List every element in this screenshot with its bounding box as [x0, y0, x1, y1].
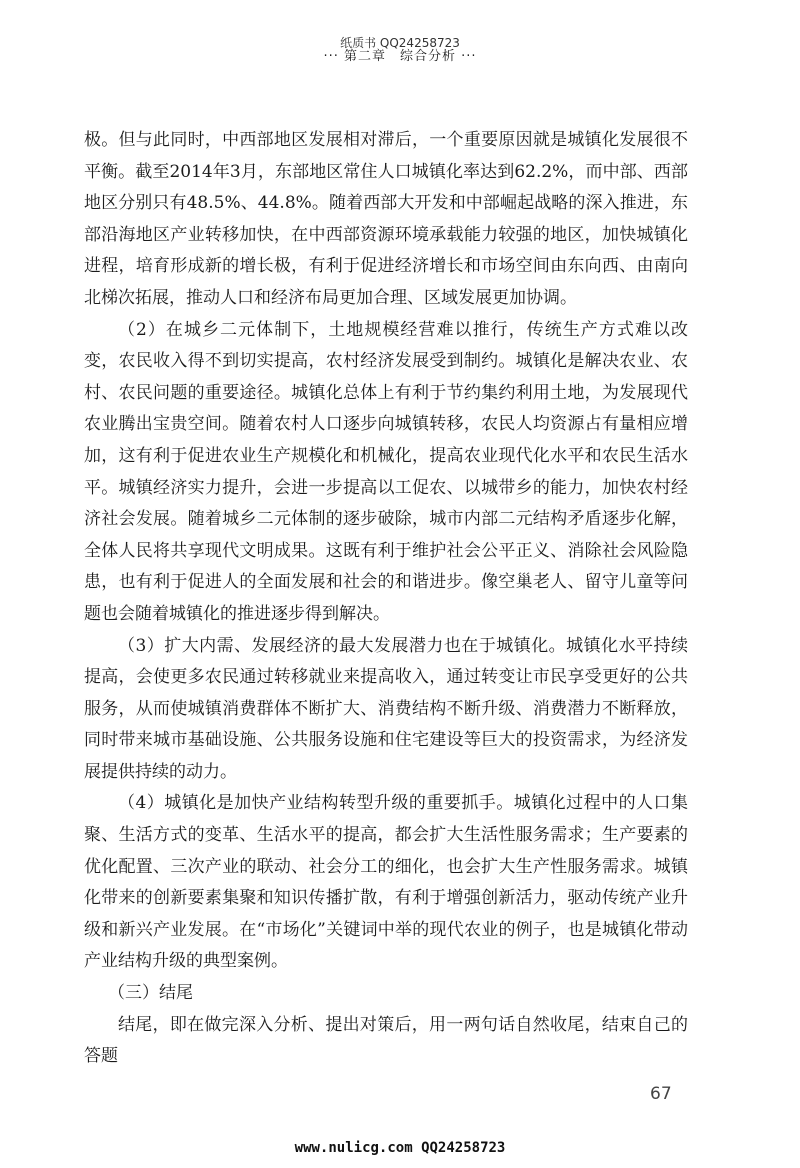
- page-number: 67: [650, 1084, 672, 1104]
- page-body: [84, 125, 688, 1073]
- paragraph-point-3: （3）扩大内需、发展经济的最大发展潜力也在于城镇化。城镇化水平持续提高，会使更多农民通过转移就业来提高收入，通过转变让市民享受更好的公共服务，从而使城镇消费群体不断扩大、消费结构不断升级、消费潜力不断释放，同时带来城市基础设施、公共服务设施和住宅建设等巨大的投资需求，为经济发展提供持续的动力。: [84, 635, 688, 782]
- watermark-text: 纸质书 QQ24258723: [340, 36, 460, 50]
- paragraph-continuation: 极。但与此同时，中西部地区发展相对滞后，一个重要原因就是城镇化发展很不平衡。截至2014年3月，东部地区常住人口城镇化率达到62.2%，而中部、西部地区分别只有48.5%、44.8%。随着西部大开发和中部崛起战略的深入推进，东部沿海地区产业转移加快，在中西部资源环境承载能力较强的地区，加快城镇化进程，培育形成新的增长极，有利于促进经济增长和市场空间由东向西、由南向北梯次拓展，推动人口和经济布局更加合理、区域发展更加协调。: [84, 130, 688, 308]
- page-header: [0, 36, 800, 64]
- paragraph-point-4: （4）城镇化是加快产业结构转型升级的重要抓手。城镇化过程中的人口集聚、生活方式的变革、生活水平的提高，都会扩大生活性服务需求；生产要素的优化配置、三次产业的联动、社会分工的细化，也会扩大生产性服务需求。城镇化带来的创新要素集聚和知识传播扩散，有利于增强创新活力，驱动传统产业升级和新兴产业发展。在“市场化”关键词中举的现代农业的例子，也是城镇化带动产业结构升级的典型案例。: [84, 793, 688, 972]
- paragraph-conclusion: 结尾，即在做完深入分析、提出对策后，用一两句话自然收尾，结束自己的答题: [84, 1014, 688, 1067]
- section-heading: （三）结尾: [108, 983, 193, 1004]
- paragraph-point-2: （2）在城乡二元体制下，土地规模经营难以推行，传统生产方式难以改变，农民收入得不到切实提高，农村经济发展受到制约。城镇化是解决农业、农村、农民问题的重要途径。城镇化总体上有利于节约集约利用土地，为发展现代农业腾出宝贵空间。随着农村人口逐步向城镇转移，农民人均资源占有量相应增加，这有利于促进农业生产规模化和机械化，提高农业现代化水平和农民生活水平。城镇经济实力提升，会进一步提高以工促农、以城带乡的能力，加快农村经济社会发展。随着城乡二元体制的逐步破除，城市内部二元结构矛盾逐步化解，全体人民将共享现代文明成果。这既有利于维护社会公平正义、消除社会风险隐患，也有利于促进人的全面发展和社会的和谐进步。像空巢老人、留守儿童等问题也会随着城镇化的推进逐步得到解决。: [84, 319, 688, 624]
- chapter-title: ··· 第二章 综合分析 ···: [323, 49, 477, 64]
- footer-watermark: www.nulicg.com QQ24258723: [294, 1140, 506, 1156]
